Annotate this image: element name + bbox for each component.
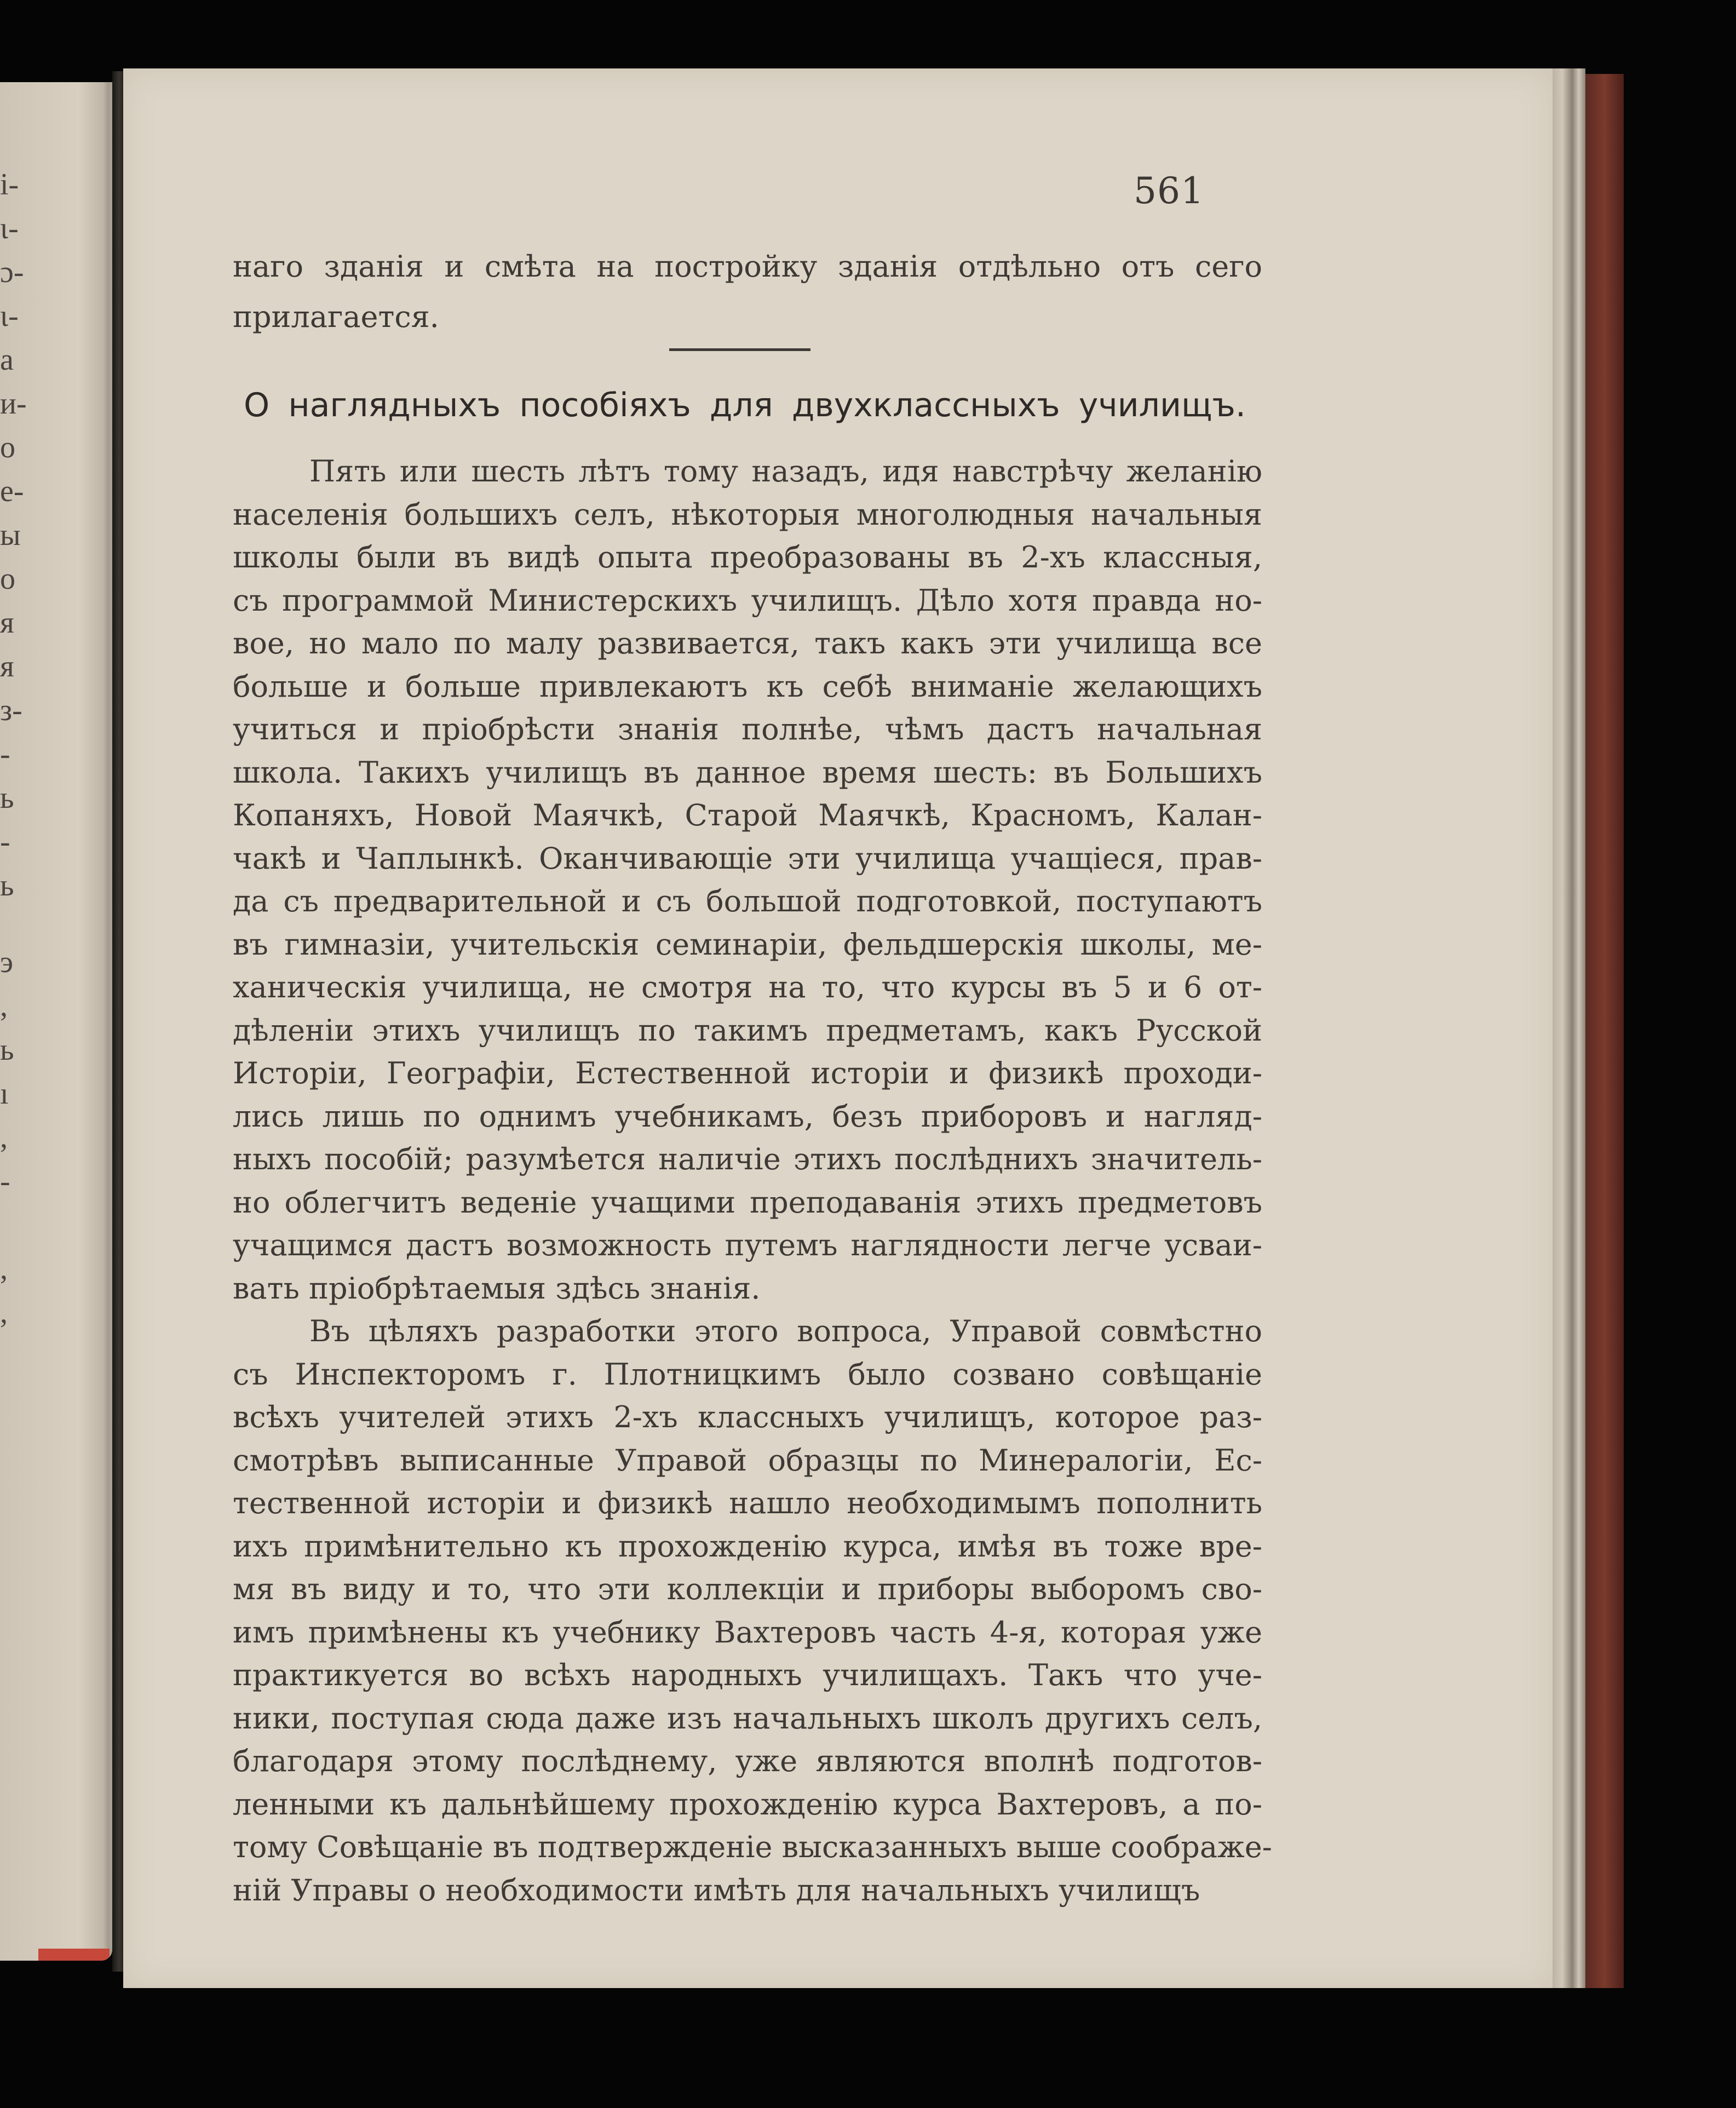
text-line: всѣхъ учителей этихъ 2-хъ классныхъ училищъ, которое раз- (233, 1400, 1262, 1434)
text-line: учиться и пріобрѣсти знанія полнѣе, чѣмъ дастъ начальная (233, 712, 1262, 746)
left-page-fragment: е- (0, 474, 24, 508)
text-line: тому Совѣщаніе въ подтвержденіе высказанныхъ выше соображе- (233, 1830, 1272, 1864)
text-line: населенія большихъ селъ, нѣкоторыя многолюдныя начальныя (233, 497, 1262, 532)
text-line: въ гимназіи, учительскія семинаріи, фельдшерскія школы, ме- (233, 927, 1262, 962)
text-line: имъ примѣнены къ учебнику Вахтеровъ часть 4-я, которая уже (233, 1615, 1262, 1650)
text-line: вать пріобрѣтаемыя здѣсь знанія. (233, 1271, 761, 1306)
page-number: 561 (1134, 170, 1204, 212)
left-page-fragment: - (0, 1164, 10, 1198)
left-page-fragment: я (0, 606, 14, 640)
book-cover-edge (1585, 74, 1624, 1988)
text-line: Пять или шесть лѣтъ тому назадъ, идя навстрѣчу желанію (309, 454, 1262, 489)
text-line: да съ предварительной и съ большой подготовкой, поступаютъ (233, 884, 1262, 918)
text-line: ній Управы о необходимости имѣть для начальныхъ училищъ (233, 1872, 1200, 1908)
left-page-fragment: о (0, 430, 15, 464)
text-line: ханическія училища, не смотря на то, что курсы въ 5 и 6 от- (233, 970, 1262, 1004)
left-page-fragment: ь (0, 781, 14, 815)
text-line: ихъ примѣнительно къ прохожденію курса, имѣя въ тоже вре- (233, 1529, 1262, 1564)
text-line: Исторіи, Географіи, Естественной исторіи и физикѣ проходи- (233, 1056, 1262, 1090)
text-line: больше и больше привлекаютъ къ себѣ вниманіе желающихъ (233, 669, 1262, 704)
text-line: дѣленіи этихъ училищъ по такимъ предметамъ, какъ Русской (233, 1013, 1262, 1048)
left-page-fragment: , (0, 1252, 8, 1286)
left-page-fragment: - (0, 825, 10, 859)
text-line: Въ цѣляхъ разработки этого вопроса, Управой совмѣстно (309, 1314, 1262, 1348)
left-page-fragment: , (0, 989, 8, 1023)
left-page-fragment: э (0, 945, 14, 979)
left-page-fragment: , (0, 1121, 8, 1154)
section-divider (669, 348, 810, 351)
text-line: съ Инспекторомъ г. Плотницкимъ было созвано совѣщаніе (233, 1357, 1262, 1392)
text-line: ныхъ пособій; разумѣется наличіе этихъ послѣднихъ значитель- (233, 1142, 1262, 1176)
text-line: ленными къ дальнѣйшему прохожденію курса Вахтеровъ, а по- (233, 1787, 1262, 1822)
text-line: школа. Такихъ училищъ въ данное время шесть: въ Большихъ (233, 755, 1262, 790)
left-page-fragment: а (0, 343, 14, 377)
left-page-fragment: ɩ- (0, 211, 19, 245)
text-line: учащимся дастъ возможность путемъ наглядности легче усваи- (233, 1228, 1262, 1262)
left-page-edge (0, 82, 112, 1961)
text-line: прилагается. (233, 300, 439, 334)
left-page-fragment: , (0, 1296, 8, 1330)
left-page-fragment: ɔ- (0, 255, 24, 289)
left-page-fragment: я (0, 650, 14, 683)
text-line: смотрѣвъ выписанные Управой образцы по Минералогіи, Ес- (233, 1443, 1262, 1478)
section-heading: О наглядныхъ пособіяхъ для двухклассныхъ училищъ. (244, 386, 1246, 424)
text-line: лись лишь по однимъ учебникамъ, безъ приборовъ и нагляд- (233, 1099, 1262, 1134)
text-line: ники, поступая сюда даже изъ начальныхъ школъ другихъ селъ, (233, 1701, 1262, 1736)
left-page-fragment: ь (0, 869, 14, 903)
left-page-red-edge (38, 1949, 110, 1961)
page-stack-edge (1553, 68, 1585, 1988)
text-line: съ программой Министерскихъ училищъ. Дѣло хотя правда но- (233, 583, 1262, 618)
text-line: школы были въ видѣ опыта преобразованы въ 2-хъ классныя, (233, 540, 1262, 575)
text-line: но облегчитъ веденіе учащими преподаванія этихъ предметовъ (233, 1185, 1262, 1220)
text-line: мя въ виду и то, что эти коллекціи и приборы выборомъ сво- (233, 1572, 1262, 1606)
left-page-fragment: о (0, 562, 15, 596)
left-page-fragment: і- (0, 168, 19, 202)
text-line: Копаняхъ, Новой Маячкѣ, Старой Маячкѣ, Красномъ, Калан- (233, 798, 1262, 832)
left-page-fragment: ɩ- (0, 299, 19, 333)
text-line: чакѣ и Чаплынкѣ. Оканчивающіе эти училища учащіеся, прав- (233, 841, 1262, 876)
left-page-fragment: ı (0, 1077, 9, 1111)
text-line: практикуется во всѣхъ народныхъ училищахъ. Такъ что уче- (233, 1658, 1262, 1692)
text-line: тественной исторіи и физикѣ нашло необходимымъ пополнить (233, 1486, 1262, 1520)
left-page-fragment: з- (0, 693, 22, 727)
text-line: наго зданія и смѣта на постройку зданія отдѣльно отъ сего (233, 249, 1262, 284)
left-page-fragment: ь (0, 1033, 14, 1067)
text-line: благодаря этому послѣднему, уже являются вполнѣ подготов- (233, 1744, 1262, 1778)
left-page-fragment: и- (0, 387, 27, 421)
left-page-fragment: ы (0, 518, 21, 552)
text-line: вое, но мало по малу развивается, такъ какъ эти училища все (233, 626, 1262, 660)
left-page-fragment: - (0, 737, 10, 771)
